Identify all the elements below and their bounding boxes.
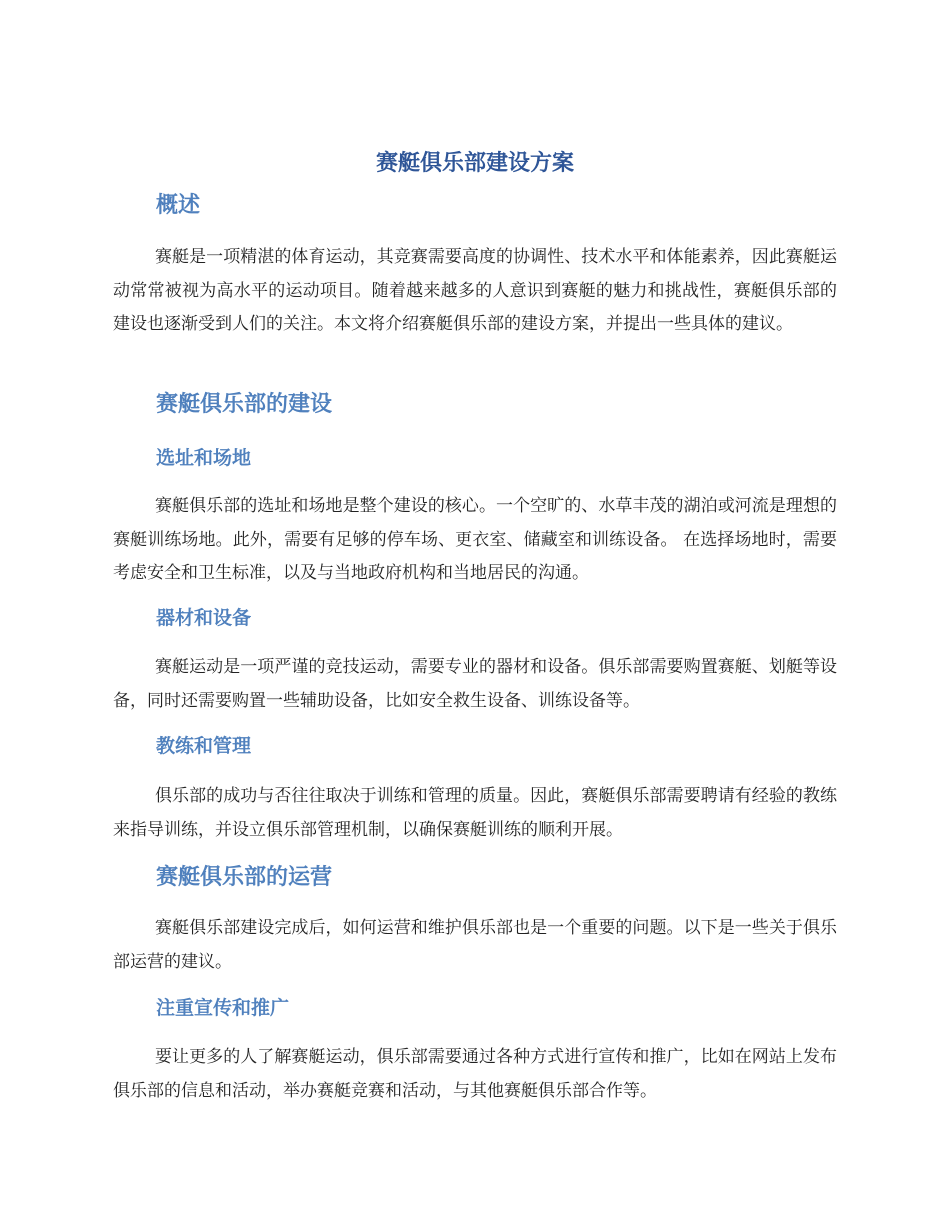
paragraph-coaching: 俱乐部的成功与否往往取决于训练和管理的质量。因此，赛艇俱乐部需要聘请有经验的教练来指导训练，并设立俱乐部管理机制，以确保赛艇训练的顺利开展。 xyxy=(113,786,837,840)
subsection-heading-coaching: 教练和管理 xyxy=(156,735,252,757)
paragraph-equipment: 赛艇运动是一项严谨的竞技运动，需要专业的器材和设备。俱乐部需要购置赛艇、划艇等设备，同时还需要购置一些辅助设备，比如安全救生设备、训练设备等。 xyxy=(113,657,837,711)
section-heading-operations: 赛艇俱乐部的运营 xyxy=(156,865,333,890)
subsection-heading-equipment: 器材和设备 xyxy=(156,607,252,629)
section-heading-overview: 概述 xyxy=(156,193,201,218)
paragraph-operations: 赛艇俱乐部建设完成后，如何运营和维护俱乐部也是一个重要的问题。以下是一些关于俱乐部运营的建议。 xyxy=(113,918,837,972)
paragraph-overview: 赛艇是一项精湛的体育运动，其竞赛需要高度的协调性、技术水平和体能素养，因此赛艇运动常常被视为高水平的运动项目。随着越来越多的人意识到赛艇的魅力和挑战性，赛艇俱乐部的建设也逐渐受到人们的关注。本文将介绍赛艇俱乐部的建设方案，并提出一些具体的建议。 xyxy=(113,247,837,334)
section-heading-construction: 赛艇俱乐部的建设 xyxy=(156,392,333,417)
document-title: 赛艇俱乐部建设方案 xyxy=(375,151,574,176)
paragraph-promotion: 要让更多的人了解赛艇运动，俱乐部需要通过各种方式进行宣传和推广，比如在网站上发布俱乐部的信息和活动，举办赛艇竞赛和活动，与其他赛艇俱乐部合作等。 xyxy=(113,1047,837,1101)
subsection-heading-site: 选址和场地 xyxy=(156,447,252,469)
subsection-heading-promotion: 注重宣传和推广 xyxy=(156,997,290,1019)
paragraph-site: 赛艇俱乐部的选址和场地是整个建设的核心。一个空旷的、水草丰茂的湖泊或河流是理想的赛艇训练场地。此外，需要有足够的停车场、更衣室、储藏室和训练设备。 在选择场地时，需要考虑安全和卫生标准，以及与当地政府机构和当地居民的沟通。 xyxy=(113,496,837,583)
